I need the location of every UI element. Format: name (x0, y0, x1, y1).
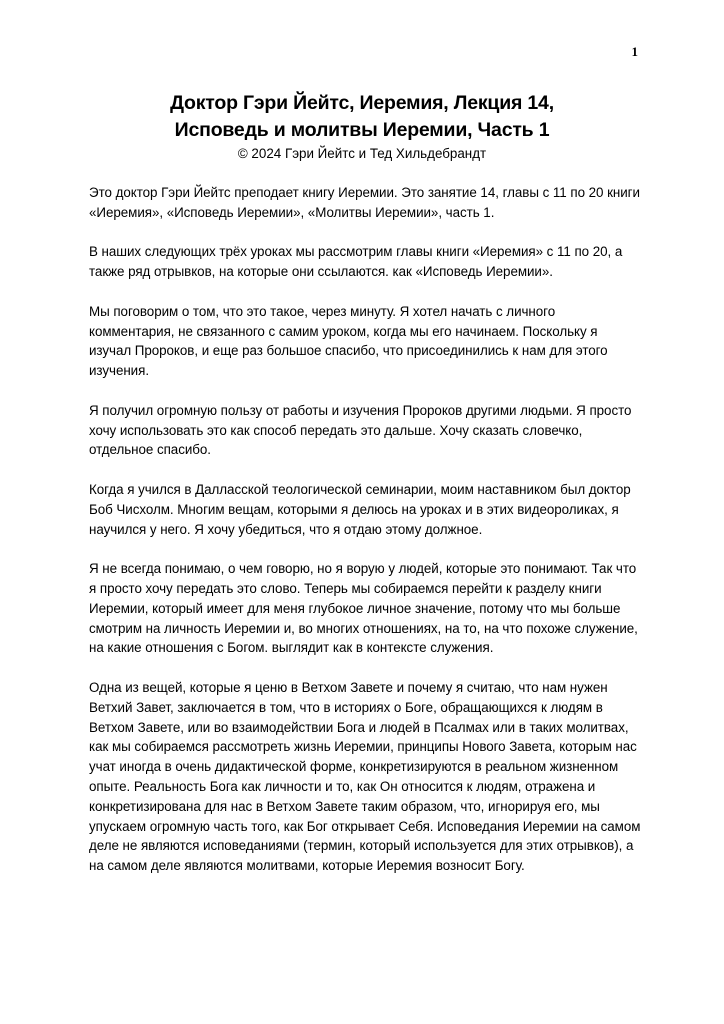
document-title-line-2: Исповедь и молитвы Иеремии, Часть 1 (174, 119, 550, 141)
document-header (0, 90, 724, 164)
document-body (89, 183, 641, 896)
page-number: 1 (631, 44, 638, 59)
paragraph-1: Это доктор Гэри Йейтс преподает книгу Иеремии. Это занятие 14, главы с 11 по 20 книги «Иеремия», «Исповедь Иеремии», «Молитвы Иеремии», часть 1. (89, 185, 640, 220)
paragraph-7: Одна из вещей, которые я ценю в Ветхом Завете и почему я считаю, что нам нужен Ветхий Завет, заключается в том, что в историях о Боге, обращающихся к людям в Ветхом Завете, или во взаимодействии Бога и людей в Псалмах или в таких молитвах, как мы собираемся рассмотреть жизнь Иеремии, принципы Нового Завета, которым нас учат иногда в очень дидактической форме, конкретизируются в реальном жизненном опыте. Реальность Бога как личности и то, как Он относится к людям, отражена и конкретизирована для нас в Ветхом Завете таким образом, что, игнорируя его, мы упускаем огромную часть того, как Бог открывает Себя. Исповедания Иеремии на самом деле не являются исповеданиями (термин, который используется для этих отрывков), а на самом деле являются молитвами, которые Иеремия возносит Богу. (89, 679, 641, 874)
document-title-line-1: Доктор Гэри Йейтс, Иеремия, Лекция 14, (170, 92, 554, 114)
paragraph-4: Я получил огромную пользу от работы и изучения Пророков другими людьми. Я просто хочу использовать это как способ передать это дальше. Хочу сказать словечко, отдельное спасибо. (89, 402, 632, 458)
paragraph-3: Мы поговорим о том, что это такое, через минуту. Я хотел начать с личного комментария, не связанного с самим уроком, когда мы его начинаем. Поскольку я изучал Пророков, и еще раз большое спасибо, что присоединились к нам для этого изучения. (89, 303, 608, 379)
paragraph-2: В наших следующих трёх уроках мы рассмотрим главы книги «Иеремия» с 11 по 20, а также ряд отрывков, на которые они ссылаются. как «Исповедь Иеремии». (89, 244, 623, 280)
paragraph-5: Когда я учился в Далласской теологической семинарии, моим наставником был доктор Боб Чисхолм. Многим вещам, которыми я делюсь на уроках и в этих видеороликах, я научился у него. Я хочу убедиться, что я отдаю этому должное. (89, 481, 631, 537)
copyright-notice: © 2024 Гэри Йейтс и Тед Хильдебрандт (237, 146, 487, 161)
paragraph-6: Я не всегда понимаю, о чем говорю, но я ворую у людей, которые это понимают. Так что я просто хочу передать это слово. Теперь мы собираемся перейти к разделу книги Иеремии, который имеет для меня глубокое личное значение, потому что мы больше смотрим на личность Иеремии и, во многих отношениях, на то, на что похоже служение, на какие отношения с Богом. выглядит как в контексте служения. (89, 561, 638, 656)
